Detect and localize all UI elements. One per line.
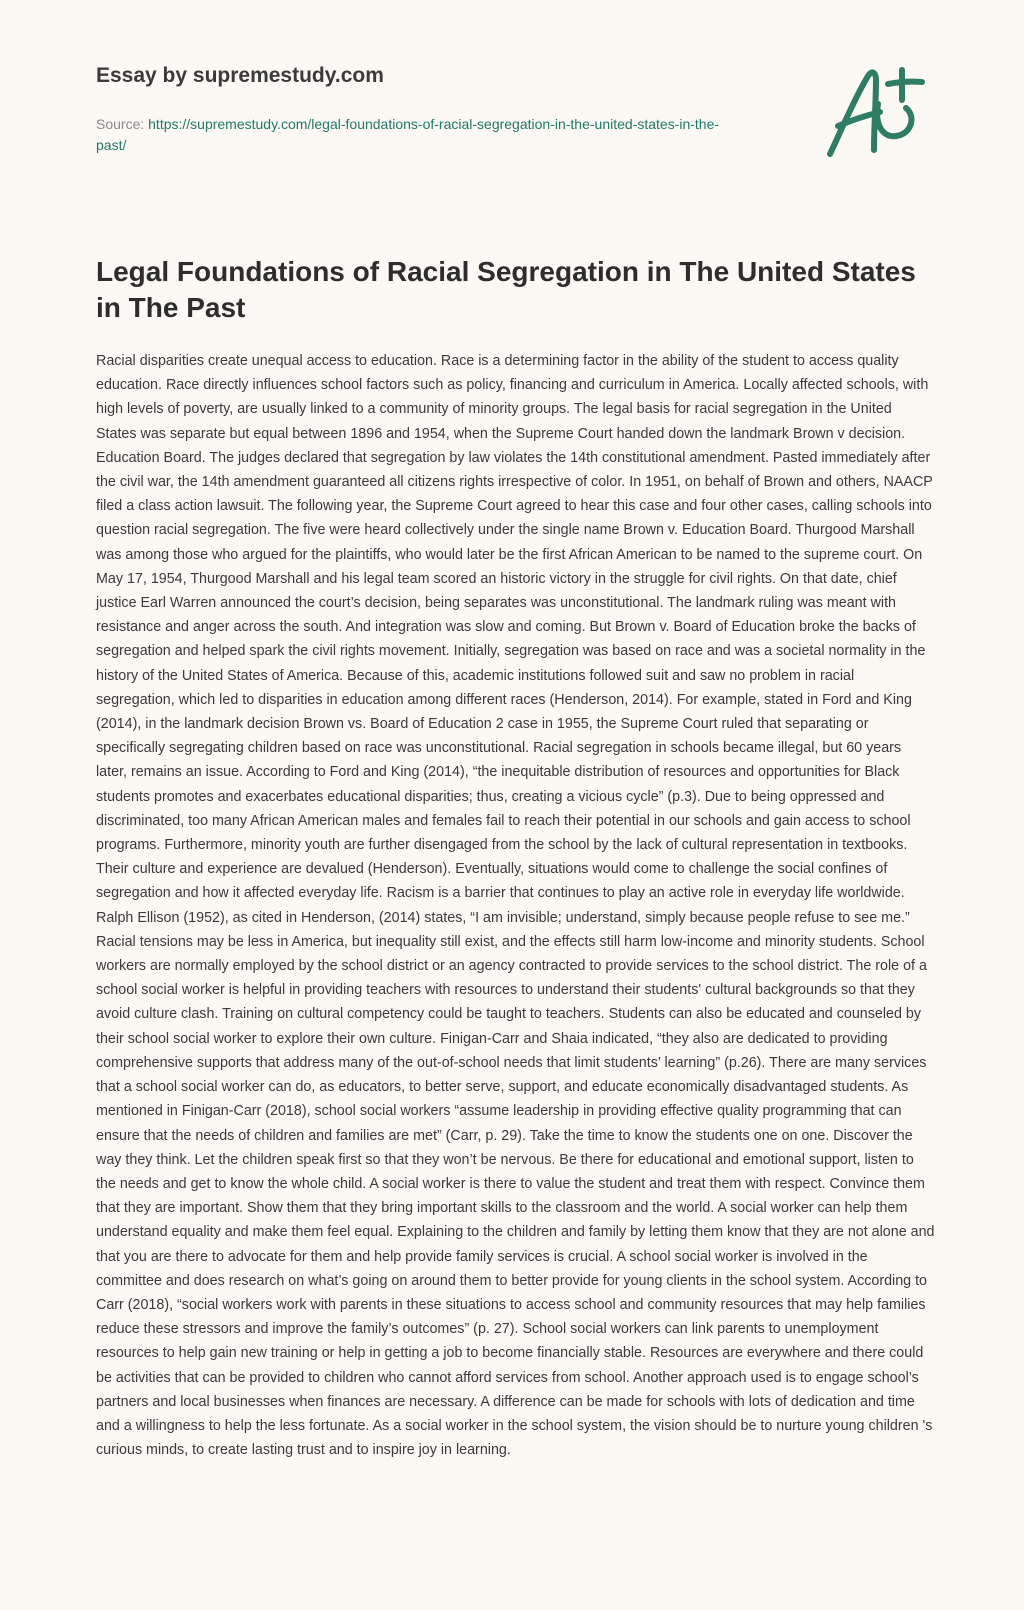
essay-body: Racial disparities create unequal access to education. Race is a determining factor in the ability of the student to access quality education. Race directly influences school factors such as policy, financing and curriculum in America. Locally affected schools, with high levels of poverty, are usually linked to a community of minority groups. The legal basis for racial segregation in the United States was separate but equal between 1896 and 1954, when the Supreme Court handed down the landmark Brown v decision. Education Board. The judges declared that segregation by law violates the 14th constitutional amendment. Pasted immediately after the civil war, the 14th amendment guaranteed all citizens rights irrespective of color. In 1951, on behalf of Brown and others, NAACP filed a class action lawsuit. The following year, the Supreme Court agreed to hear this case and four other cases, calling schools into question racial segregation. The five were heard collectively under the single name Brown v. Education Board. Thurgood Marshall was among those who argued for the plaintiffs, who would later be the first African American to be named to the supreme court. On May 17, 1954, Thurgood Marshall and his legal team scored an historic victory in the struggle for civil rights. On that date, chief justice Earl Warren announced the court’s decision, being separates was unconstitutional. The landmark ruling was meant with resistance and anger across the south. And integration was slow and coming. But Brown v. Board of Education broke the backs of segregation and helped spark the civil rights movement. Initially, segregation was based on race and was a societal normality in the history of the United States of America. Because of this, academic institutions followed suit and saw no problem in racial segregation, which led to disparities in education among different races (Henderson, 2014). For example, stated in Ford and King (2014), in the landmark decision Brown vs. Board of Education 2 case in 1955, the Supreme Court ruled that separating or specifically segregating children based on race was unconstitutional. Racial segregation in schools became illegal, but 60 years later, remains an issue. According to Ford and King (2014), “the inequitable distribution of resources and opportunities for Black students promotes and exacerbates educational disparities; thus, creating a vicious cycle” (p.3). Due to being oppressed and discriminated, too many African American males and females fail to reach their potential in our schools and gain access to school programs. Furthermore, minority youth are further disengaged from the school by the lack of cultural representation in textbooks. Their culture and experience are devalued (Henderson). Eventually, situations would come to challenge the social confines of segregation and how it affected everyday life. Racism is a barrier that continues to play an active role in everyday life worldwide. Ralph Ellison (1952), as cited in Henderson, (2014) states, “I am invisible; understand, simply because people refuse to see me.” Racial tensions may be less in America, but inequality still exist, and the effects still harm low-income and minority students. School workers are normally employed by the school district or an agency contracted to provide services to the school district. The role of a school social worker is helpful in providing teachers with resources to understand their students' cultural backgrounds so that they avoid culture clash. Training on cultural competency could be taught to teachers. Students can also be educated and counseled by their school social worker to explore their own culture. Finigan-Carr and Shaia indicated, “they also are dedicated to providing comprehensive supports that address many of the out-of-school needs that limit students’ learning” (p.26). There are many services that a school social worker can do, as educators, to better serve, support, and educate economically disadvantaged students. As mentioned in Finigan-Carr (2018), school social workers “assume leadership in providing effective quality programming that can ensure that the needs of children and families are met” (Carr, p. 29). Take the time to know the students one on one. Discover the way they think. Let the children speak first so that they won’t be nervous. Be there for educational and emotional support, listen to the needs and get to know the whole child. A social worker is there to value the student and treat them with respect. Convince them that they are important. Show them that they bring important skills to the classroom and the world. A social worker can help them understand equality and make them feel equal. Explaining to the children and family by letting them know that they are not alone and that you are there to advocate for them and help provide family services is crucial. A school social worker is involved in the committee and does research on what’s going on around them to better provide for young clients in the school system. According to Carr (2018), “social workers work with parents in these situations to access school and community resources that may help families reduce these stressors and improve the family’s outcomes” (p. 27). School social workers can link parents to unemployment resources to help gain new training or help in getting a job to become financially stable. Resources are everywhere and there could be activities that can be provided to children who cannot afford services from school. Another approach used is to engage school’s partners and local businesses when finances are necessary. A difference can be made for schools with lots of dedication and time and a willingness to help the less fortunate. As a social worker in the school system, the vision should be to nurture young children 's curious minds, to create lasting trust and to inspire joy in learning. bbox=[96, 353, 935, 1459]
essay-title: Legal Foundations of Racial Segregation in The United States in The Past bbox=[96, 256, 916, 323]
a-plus-logo-icon bbox=[822, 46, 932, 166]
source-link[interactable]: https://supremestudy.com/legal-foundations-of-racial-segregation-in-the-united-states-in-the-past/ bbox=[96, 116, 720, 153]
source-line bbox=[96, 114, 736, 156]
page-header bbox=[96, 62, 736, 156]
source-label: Source: bbox=[96, 116, 149, 132]
site-title: Essay by supremestudy.com bbox=[96, 64, 384, 87]
